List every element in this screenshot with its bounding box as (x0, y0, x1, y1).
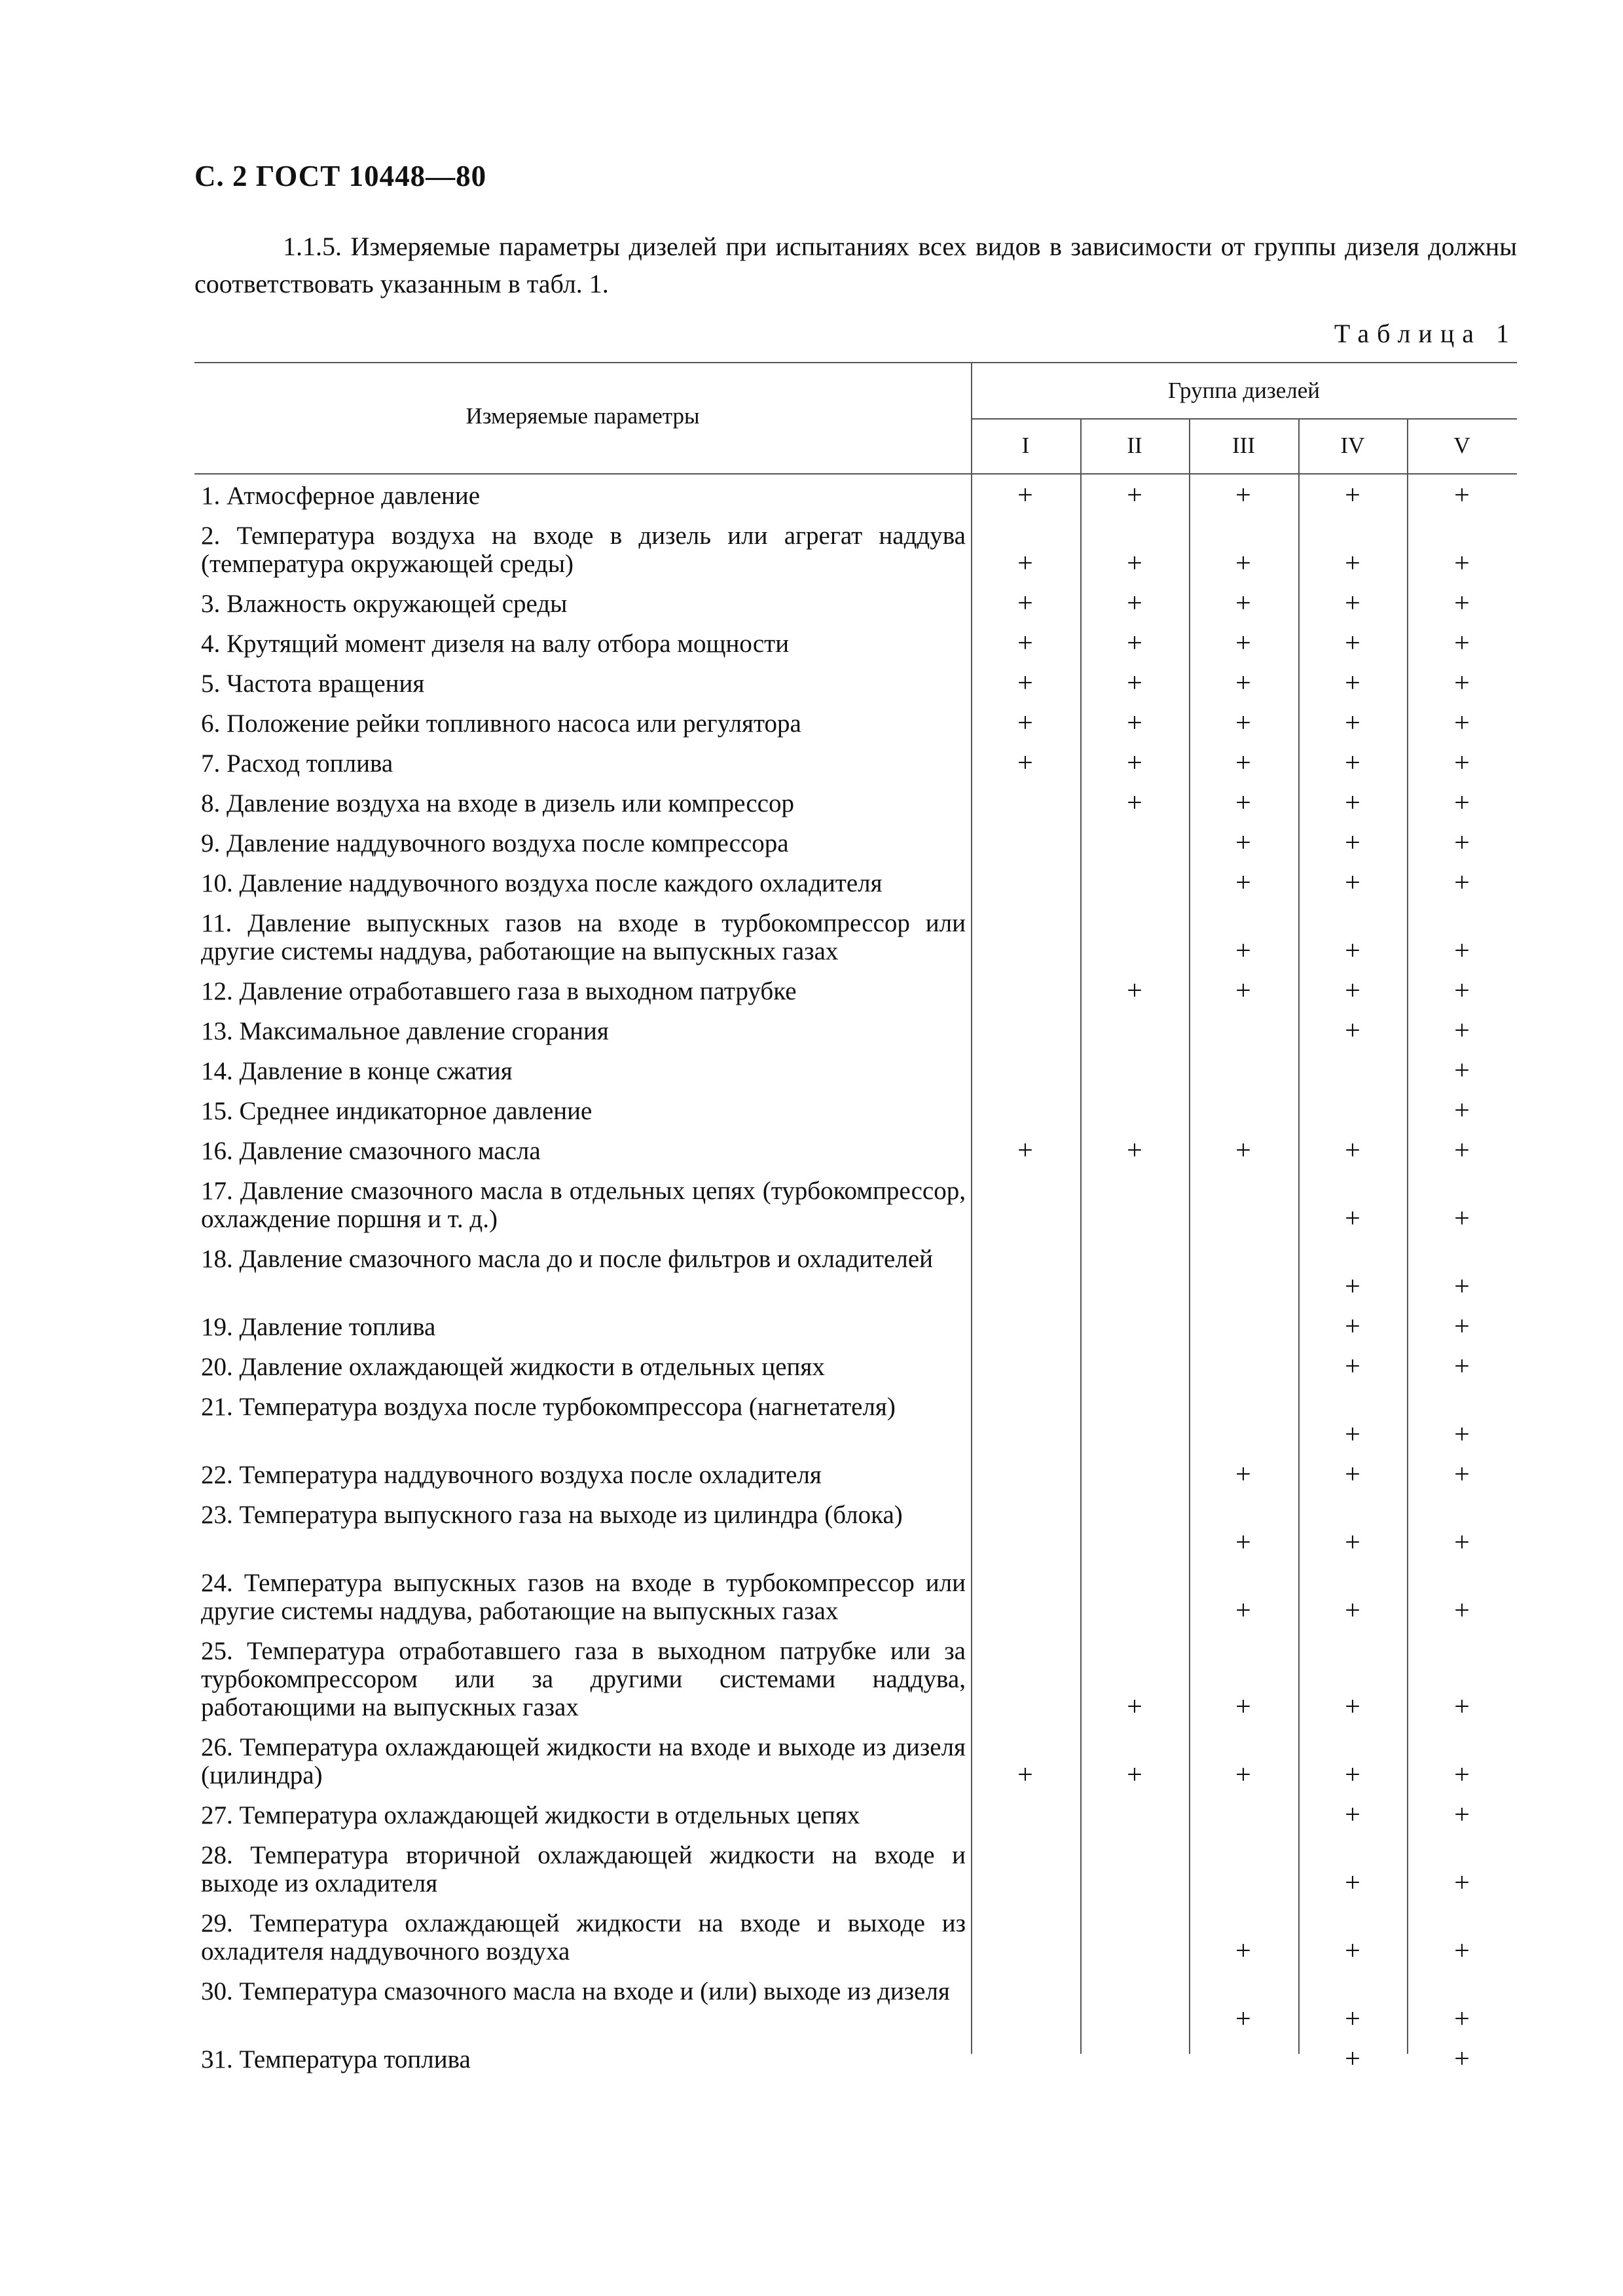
table-row-parameter: 6. Положение рейки топливного насоса или регулятора (201, 709, 801, 738)
page-header: С. 2 ГОСТ 10448—80 (194, 160, 487, 192)
table-row-parameter: 15. Среднее индикаторное давление (201, 1097, 593, 1125)
table-cell-mark: + (1017, 588, 1033, 619)
table-row-parameter: 22. Температура наддувочного воздуха после охладителя (201, 1461, 822, 1489)
group-header-rule (971, 418, 1517, 420)
table-cell-mark: + (1454, 828, 1470, 858)
table-row-parameter: 12. Давление отработавшего газа в выходном патрубке (201, 977, 797, 1005)
table-row-parameter: 28. Температура вторичной охлаждающей жидкости на входе и выходе из охладителя (201, 1841, 966, 1897)
group-column-header: Группа дизелей (1168, 378, 1320, 403)
table-row-parameter: 18. Давление смазочного масла до и после фильтров и охладителей (201, 1245, 934, 1273)
table-cell-mark: + (1127, 788, 1142, 818)
table-row-parameter: 31. Температура топлива (201, 2045, 471, 2073)
table-column-divider (1189, 418, 1190, 2054)
table-row-parameter: 1. Атмосферное давление (201, 482, 481, 510)
parameters-table (194, 362, 1517, 2074)
table-cell-mark: + (1345, 1800, 1360, 1830)
table-cell-mark: + (1454, 868, 1470, 898)
table-row-parameter: 20. Давление охлаждающей жидкости в отдельных цепях (201, 1353, 825, 1381)
table-cell-mark: + (1454, 1420, 1470, 1450)
table-cell-mark: + (1235, 1528, 1251, 1558)
table-cell-mark: + (1345, 1272, 1360, 1302)
table-cell-mark: + (1127, 628, 1142, 658)
intro-paragraph: 1.1.5. Измеряемые параметры дизелей при испытаниях всех видов в зависимости от группы дизеля должны соответствовать указанным в табл. 1. (194, 232, 1517, 298)
table-cell-mark: + (1345, 480, 1360, 511)
table-cell-mark: + (1454, 1312, 1470, 1342)
table-cell-mark: + (1235, 1936, 1251, 1966)
table-cell-mark: + (1454, 1204, 1470, 1234)
table-row-parameter: 24. Температура выпускных газов на входе в турбокомпрессор или другие системы наддува, работающие на выпускных газах (201, 1569, 966, 1625)
table-cell-mark: + (1235, 868, 1251, 898)
table-cell-mark: + (1454, 628, 1470, 658)
table-cell-mark: + (1345, 868, 1360, 898)
table-cell-mark: + (1017, 548, 1033, 579)
table-cell-mark: + (1345, 1760, 1360, 1790)
table-cell-mark: + (1454, 976, 1470, 1006)
table-cell-mark: + (1127, 1136, 1142, 1166)
table-cell-mark: + (1127, 1692, 1142, 1722)
table-cell-mark: + (1235, 668, 1251, 698)
table-cell-mark: + (1235, 1596, 1251, 1626)
table-column-divider (1080, 418, 1082, 2054)
table-cell-mark: + (1235, 1460, 1251, 1490)
table-cell-mark: + (1454, 1868, 1470, 1898)
table-cell-mark: + (1454, 1136, 1470, 1166)
group-header-II: II (1127, 433, 1142, 458)
table-cell-mark: + (1454, 480, 1470, 511)
table-cell-mark: + (1017, 1136, 1033, 1166)
table-row-parameter: 10. Давление наддувочного воздуха после каждого охладителя (201, 869, 883, 897)
table-cell-mark: + (1235, 708, 1251, 738)
table-cell-mark: + (1345, 1528, 1360, 1558)
table-cell-mark: + (1235, 588, 1251, 619)
table-cell-mark: + (1345, 668, 1360, 698)
group-header-V: V (1453, 433, 1470, 458)
table-cell-mark: + (1345, 708, 1360, 738)
table-cell-mark: + (1235, 548, 1251, 579)
table-row-parameter: 16. Давление смазочного масла (201, 1137, 541, 1165)
table-cell-mark: + (1454, 1800, 1470, 1830)
table-cell-mark: + (1017, 480, 1033, 511)
table-cell-mark: + (1345, 748, 1360, 778)
table-cell-mark: + (1454, 936, 1470, 966)
table-row-parameter: 27. Температура охлаждающей жидкости в отдельных цепях (201, 1801, 860, 1829)
table-row-parameter: 5. Частота вращения (201, 670, 425, 698)
table-cell-mark: + (1017, 748, 1033, 778)
table-cell-mark: + (1017, 1760, 1033, 1790)
table-cell-mark: + (1235, 1692, 1251, 1722)
table-cell-mark: + (1127, 480, 1142, 511)
table-cell-mark: + (1127, 1760, 1142, 1790)
table-header-rule (194, 473, 1517, 475)
table-row-parameter: 2. Температура воздуха на входе в дизель или агрегат наддува (температура окружающей среды) (201, 522, 966, 578)
table-cell-mark: + (1127, 548, 1142, 579)
table-cell-mark: + (1345, 1692, 1360, 1722)
table-row-parameter: 29. Температура охлаждающей жидкости на входе и выходе из охладителя наддувочного воздуха (201, 1909, 966, 1965)
table-cell-mark: + (1454, 1936, 1470, 1966)
table-caption: Таблица 1 (1334, 319, 1517, 348)
table-row-parameter: 11. Давление выпускных газов на входе в турбокомпрессор или другие системы наддува, работающие на выпускных газах (201, 909, 966, 965)
table-row-parameter: 26. Температура охлаждающей жидкости на входе и выходе из дизеля (цилиндра) (201, 1733, 966, 1789)
table-cell-mark: + (1235, 748, 1251, 778)
table-cell-mark: + (1454, 1460, 1470, 1490)
table-cell-mark: + (1454, 1096, 1470, 1126)
table-cell-mark: + (1454, 1056, 1470, 1086)
table-cell-mark: + (1345, 628, 1360, 658)
table-row-parameter: 19. Давление топлива (201, 1313, 436, 1341)
table-cell-mark: + (1345, 1352, 1360, 1382)
table-cell-mark: + (1235, 936, 1251, 966)
param-column-header: Измеряемые параметры (465, 403, 700, 429)
table-cell-mark: + (1454, 1016, 1470, 1046)
table-cell-mark: + (1235, 828, 1251, 858)
table-cell-mark: + (1127, 708, 1142, 738)
table-cell-mark: + (1454, 2044, 1470, 2074)
table-cell-mark: + (1235, 628, 1251, 658)
table-cell-mark: + (1454, 1760, 1470, 1790)
table-cell-mark: + (1235, 788, 1251, 818)
table-row-parameter: 21. Температура воздуха после турбокомпрессора (нагнетателя) (201, 1393, 896, 1421)
table-cell-mark: + (1345, 548, 1360, 579)
table-cell-mark: + (1345, 976, 1360, 1006)
table-cell-mark: + (1345, 2044, 1360, 2074)
table-cell-mark: + (1127, 748, 1142, 778)
table-cell-mark: + (1345, 1936, 1360, 1966)
table-row-parameter: 7. Расход топлива (201, 749, 393, 778)
table-row-parameter: 30. Температура смазочного масла на входе и (или) выходе из дизеля (201, 1977, 950, 2005)
table-cell-mark: + (1127, 976, 1142, 1006)
group-header-III: III (1232, 433, 1255, 458)
table-row-parameter: 25. Температура отработавшего газа в выходном патрубке или за турбокомпрессором или за другими системами наддува, работающими на выпускных газах (201, 1637, 966, 1721)
table-cell-mark: + (1454, 788, 1470, 818)
table-cell-mark: + (1345, 828, 1360, 858)
table-cell-mark: + (1345, 788, 1360, 818)
table-cell-mark: + (1345, 1312, 1360, 1342)
table-row-parameter: 3. Влажность окружающей среды (201, 590, 568, 618)
table-cell-mark: + (1345, 936, 1360, 966)
group-header-I: I (1021, 433, 1030, 458)
table-row-parameter: 8. Давление воздуха на входе в дизель или компрессор (201, 789, 794, 817)
table-row-parameter: 13. Максимальное давление сгорания (201, 1017, 609, 1045)
table-cell-mark: + (1017, 708, 1033, 738)
table-cell-mark: + (1235, 2004, 1251, 2034)
table-cell-mark: + (1345, 1420, 1360, 1450)
table-cell-mark: + (1454, 668, 1470, 698)
table-cell-mark: + (1345, 1136, 1360, 1166)
table-row-parameter: 17. Давление смазочного масла в отдельных цепях (турбокомпрессор, охлаждение поршня и т. д.) (201, 1177, 966, 1233)
table-cell-mark: + (1454, 1272, 1470, 1302)
table-cell-mark: + (1345, 588, 1360, 619)
table-cell-mark: + (1454, 748, 1470, 778)
table-cell-mark: + (1235, 976, 1251, 1006)
table-top-rule (194, 362, 1517, 363)
table-cell-mark: + (1454, 1692, 1470, 1722)
table-cell-mark: + (1454, 548, 1470, 579)
table-row-parameter: 4. Крутящий момент дизеля на валу отбора мощности (201, 630, 790, 658)
table-row-parameter: 9. Давление наддувочного воздуха после компрессора (201, 829, 789, 857)
table-row-parameter: 23. Температура выпускного газа на выходе из цилиндра (блока) (201, 1501, 903, 1529)
table-cell-mark: + (1454, 588, 1470, 619)
table-cell-mark: + (1127, 668, 1142, 698)
table-cell-mark: + (1454, 1528, 1470, 1558)
table-cell-mark: + (1345, 1868, 1360, 1898)
table-cell-mark: + (1345, 1596, 1360, 1626)
table-cell-mark: + (1454, 1596, 1470, 1626)
table-row-parameter: 14. Давление в конце сжатия (201, 1057, 513, 1085)
table-cell-mark: + (1345, 1016, 1360, 1046)
table-cell-mark: + (1345, 2004, 1360, 2034)
table-cell-mark: + (1127, 588, 1142, 619)
table-cell-mark: + (1454, 1352, 1470, 1382)
table-cell-mark: + (1454, 708, 1470, 738)
table-cell-mark: + (1235, 1136, 1251, 1166)
table-cell-mark: + (1345, 1204, 1360, 1234)
table-cell-mark: + (1345, 1460, 1360, 1490)
table-cell-mark: + (1235, 1760, 1251, 1790)
group-header-IV: IV (1340, 433, 1365, 458)
table-cell-mark: + (1454, 2004, 1470, 2034)
table-cell-mark: + (1017, 628, 1033, 658)
table-cell-mark: + (1017, 668, 1033, 698)
table-cell-mark: + (1235, 480, 1251, 511)
